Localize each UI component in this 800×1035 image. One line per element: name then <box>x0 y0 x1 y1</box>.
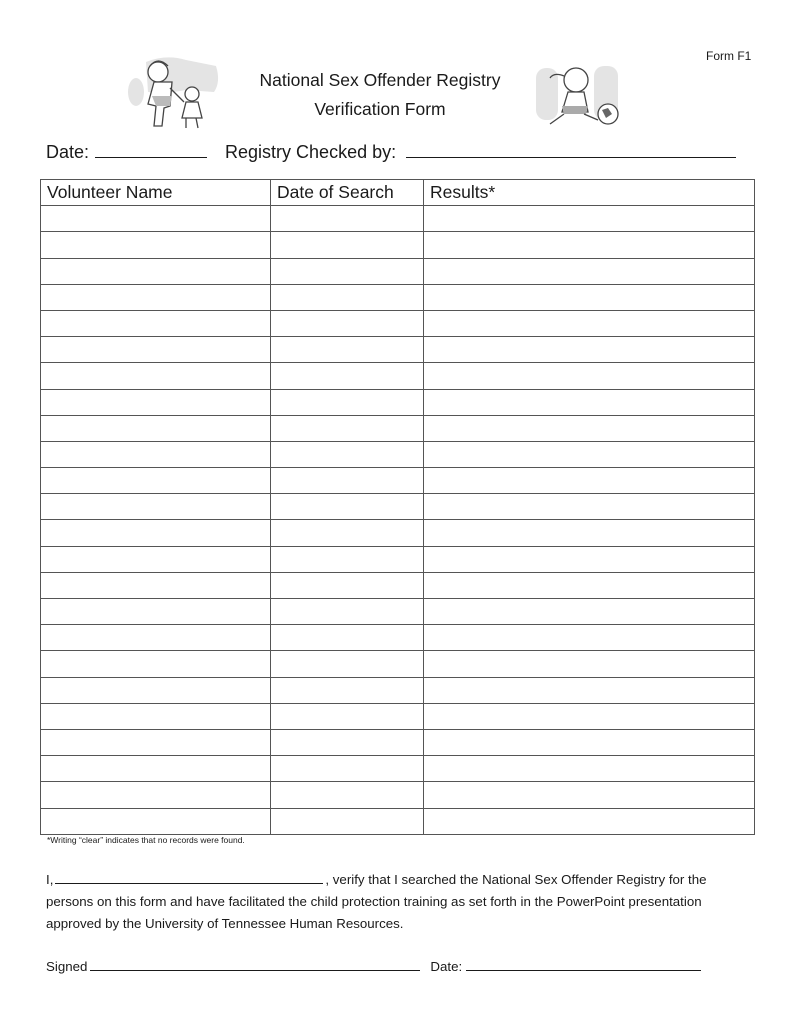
verify-prefix: I, <box>46 872 54 887</box>
volunteer-name-cell[interactable] <box>41 703 271 729</box>
table-row <box>41 232 755 258</box>
table-row <box>41 337 755 363</box>
results-cell[interactable] <box>424 389 755 415</box>
checked-by-label: Registry Checked by: <box>225 142 397 162</box>
results-cell[interactable] <box>424 415 755 441</box>
date-of-search-cell[interactable] <box>271 441 424 467</box>
date-label: Date: <box>46 142 90 162</box>
title-line-2: Verification Form <box>314 99 446 119</box>
results-cell[interactable] <box>424 337 755 363</box>
table-row <box>41 520 755 546</box>
date-of-search-cell[interactable] <box>271 284 424 310</box>
date-of-search-cell[interactable] <box>271 729 424 755</box>
table-row <box>41 599 755 625</box>
form-title <box>200 66 560 124</box>
signed-label: Signed <box>46 959 88 974</box>
signature-date-label: Date: <box>430 959 463 974</box>
volunteer-name-cell[interactable] <box>41 310 271 336</box>
date-of-search-cell[interactable] <box>271 651 424 677</box>
table-row <box>41 363 755 389</box>
date-of-search-cell[interactable] <box>271 677 424 703</box>
results-cell[interactable] <box>424 441 755 467</box>
date-of-search-cell[interactable] <box>271 599 424 625</box>
verify-statement-text: , verify that I searched the National Sex Offender Registry for the persons on this form and have facilitated the child protection training as set forth in the PowerPoint presentation approved by the University of Tennessee Human Resources. <box>46 872 707 931</box>
table-row <box>41 546 755 572</box>
results-cell[interactable] <box>424 363 755 389</box>
table-row <box>41 677 755 703</box>
results-cell[interactable] <box>424 494 755 520</box>
table-row <box>41 729 755 755</box>
column-header-results: Results* <box>424 180 755 206</box>
volunteer-name-cell[interactable] <box>41 494 271 520</box>
table-row <box>41 284 755 310</box>
volunteer-name-cell[interactable] <box>41 546 271 572</box>
table-row <box>41 651 755 677</box>
volunteer-name-cell[interactable] <box>41 389 271 415</box>
volunteer-name-cell[interactable] <box>41 441 271 467</box>
results-cell[interactable] <box>424 572 755 598</box>
results-cell[interactable] <box>424 599 755 625</box>
table-row <box>41 703 755 729</box>
table-row <box>41 468 755 494</box>
results-cell[interactable] <box>424 729 755 755</box>
table-row <box>41 756 755 782</box>
date-of-search-cell[interactable] <box>271 546 424 572</box>
results-cell[interactable] <box>424 468 755 494</box>
results-cell[interactable] <box>424 232 755 258</box>
table-row <box>41 625 755 651</box>
date-of-search-cell[interactable] <box>271 703 424 729</box>
results-cell[interactable] <box>424 625 755 651</box>
results-cell[interactable] <box>424 782 755 808</box>
date-of-search-cell[interactable] <box>271 258 424 284</box>
table-header-row <box>41 180 755 206</box>
volunteer-name-cell[interactable] <box>41 337 271 363</box>
table-row <box>41 389 755 415</box>
table-row <box>41 310 755 336</box>
volunteer-name-cell[interactable] <box>41 651 271 677</box>
signature-field[interactable] <box>90 957 420 971</box>
date-of-search-cell[interactable] <box>271 337 424 363</box>
volunteer-name-cell[interactable] <box>41 468 271 494</box>
date-of-search-cell[interactable] <box>271 520 424 546</box>
table-row <box>41 206 755 232</box>
table-row <box>41 782 755 808</box>
results-cell[interactable] <box>424 284 755 310</box>
date-of-search-cell[interactable] <box>271 389 424 415</box>
verification-statement <box>46 869 756 935</box>
date-of-search-cell[interactable] <box>271 363 424 389</box>
results-cell[interactable] <box>424 520 755 546</box>
results-cell[interactable] <box>424 703 755 729</box>
child-kicking-ball-illustration <box>528 62 624 134</box>
results-cell[interactable] <box>424 310 755 336</box>
table-row <box>41 258 755 284</box>
volunteer-name-cell[interactable] <box>41 363 271 389</box>
date-of-search-cell[interactable] <box>271 415 424 441</box>
table-row <box>41 441 755 467</box>
results-cell[interactable] <box>424 677 755 703</box>
results-cell[interactable] <box>424 546 755 572</box>
table-row <box>41 572 755 598</box>
volunteer-name-cell[interactable] <box>41 729 271 755</box>
table-row <box>41 808 755 834</box>
results-cell[interactable] <box>424 651 755 677</box>
volunteer-name-cell[interactable] <box>41 599 271 625</box>
volunteer-name-cell[interactable] <box>41 677 271 703</box>
title-line-1: National Sex Offender Registry <box>259 70 501 90</box>
results-cell[interactable] <box>424 258 755 284</box>
date-field[interactable] <box>95 139 207 158</box>
results-cell[interactable] <box>424 206 755 232</box>
date-of-search-cell[interactable] <box>271 572 424 598</box>
volunteer-name-cell[interactable] <box>41 206 271 232</box>
volunteer-name-cell[interactable] <box>41 808 271 834</box>
signature-date-field[interactable] <box>466 957 701 971</box>
volunteer-name-cell[interactable] <box>41 415 271 441</box>
signature-line <box>46 957 701 974</box>
checked-by-field[interactable] <box>406 139 736 158</box>
column-header-date-of-search: Date of Search <box>271 180 424 206</box>
verifier-name-field[interactable] <box>55 870 323 884</box>
volunteer-name-cell[interactable] <box>41 520 271 546</box>
column-header-volunteer-name: Volunteer Name <box>41 180 271 206</box>
results-cell[interactable] <box>424 808 755 834</box>
date-of-search-cell[interactable] <box>271 494 424 520</box>
results-cell[interactable] <box>424 756 755 782</box>
date-of-search-cell[interactable] <box>271 625 424 651</box>
date-of-search-cell[interactable] <box>271 232 424 258</box>
table-row <box>41 415 755 441</box>
table-body <box>41 206 755 835</box>
volunteer-name-cell[interactable] <box>41 232 271 258</box>
verification-table <box>40 179 755 835</box>
date-of-search-cell[interactable] <box>271 756 424 782</box>
date-of-search-cell[interactable] <box>271 782 424 808</box>
registry-meta-line <box>46 139 736 163</box>
volunteer-name-cell[interactable] <box>41 756 271 782</box>
volunteer-name-cell[interactable] <box>41 782 271 808</box>
date-of-search-cell[interactable] <box>271 808 424 834</box>
date-of-search-cell[interactable] <box>271 310 424 336</box>
results-footnote: *Writing “clear” indicates that no records were found. <box>47 835 245 845</box>
date-of-search-cell[interactable] <box>271 468 424 494</box>
volunteer-name-cell[interactable] <box>41 284 271 310</box>
volunteer-name-cell[interactable] <box>41 572 271 598</box>
volunteer-name-cell[interactable] <box>41 258 271 284</box>
date-of-search-cell[interactable] <box>271 206 424 232</box>
volunteer-name-cell[interactable] <box>41 625 271 651</box>
form-id: Form F1 <box>706 49 752 63</box>
table-row <box>41 494 755 520</box>
